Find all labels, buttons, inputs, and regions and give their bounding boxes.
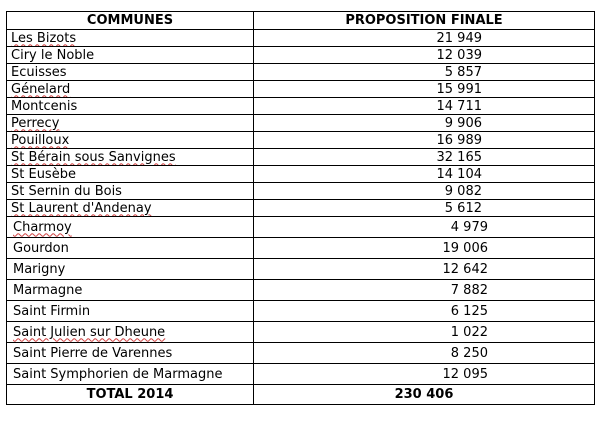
commune-value: 12 642: [254, 259, 595, 280]
table-row: [7, 238, 595, 259]
header-row: [7, 12, 595, 30]
commune-name: St Bérain sous Sanvignes: [7, 149, 254, 166]
table-row: [7, 81, 595, 98]
table-row: [7, 47, 595, 64]
commune-value: 8 250: [254, 343, 595, 364]
table-row: [7, 259, 595, 280]
commune-name: Montcenis: [7, 98, 254, 115]
commune-name: Gourdon: [7, 238, 254, 259]
table-row: [7, 343, 595, 364]
total-label: TOTAL 2014: [7, 385, 254, 405]
communes-table-container: [6, 11, 595, 405]
commune-value: 21 949: [254, 30, 595, 47]
commune-value: 16 989: [254, 132, 595, 149]
commune-value: 1 022: [254, 322, 595, 343]
commune-name: Saint Symphorien de Marmagne: [7, 364, 254, 385]
commune-value: 6 125: [254, 301, 595, 322]
commune-value: 9 906: [254, 115, 595, 132]
commune-value: 12 095: [254, 364, 595, 385]
header-communes: COMMUNES: [7, 12, 254, 30]
total-row: [7, 385, 595, 405]
table-row: [7, 217, 595, 238]
table-row: [7, 301, 595, 322]
commune-name: Les Bizots: [7, 30, 254, 47]
commune-value: 9 082: [254, 183, 595, 200]
header-proposition-finale: PROPOSITION FINALE: [254, 12, 595, 30]
commune-name: St Laurent d'Andenay: [7, 200, 254, 217]
commune-value: 32 165: [254, 149, 595, 166]
table-row: [7, 149, 595, 166]
commune-value: 5 857: [254, 64, 595, 81]
commune-name: Marigny: [7, 259, 254, 280]
commune-value: 7 882: [254, 280, 595, 301]
commune-name: Génelard: [7, 81, 254, 98]
commune-value: 14 104: [254, 166, 595, 183]
commune-name: St Sernin du Bois: [7, 183, 254, 200]
table-row: [7, 166, 595, 183]
commune-value: 14 711: [254, 98, 595, 115]
table-row: [7, 364, 595, 385]
commune-value: 12 039: [254, 47, 595, 64]
commune-value: 15 991: [254, 81, 595, 98]
commune-name: Marmagne: [7, 280, 254, 301]
table-row: [7, 115, 595, 132]
table-row: [7, 30, 595, 47]
table-row: [7, 200, 595, 217]
table-row: [7, 132, 595, 149]
commune-value: 4 979: [254, 217, 595, 238]
table-row: [7, 280, 595, 301]
commune-name: Saint Julien sur Dheune: [7, 322, 254, 343]
commune-value: 5 612: [254, 200, 595, 217]
communes-table: [6, 11, 595, 405]
commune-name: Charmoy: [7, 217, 254, 238]
table-row: [7, 322, 595, 343]
table-row: [7, 98, 595, 115]
table-row: [7, 183, 595, 200]
table-row: [7, 64, 595, 81]
commune-name: Saint Pierre de Varennes: [7, 343, 254, 364]
commune-value: 19 006: [254, 238, 595, 259]
commune-name: Perrecy: [7, 115, 254, 132]
commune-name: Saint Firmin: [7, 301, 254, 322]
commune-name: Ecuisses: [7, 64, 254, 81]
commune-name: Pouilloux: [7, 132, 254, 149]
commune-name: St Eusèbe: [7, 166, 254, 183]
commune-name: Ciry le Noble: [7, 47, 254, 64]
total-value: 230 406: [254, 385, 595, 405]
